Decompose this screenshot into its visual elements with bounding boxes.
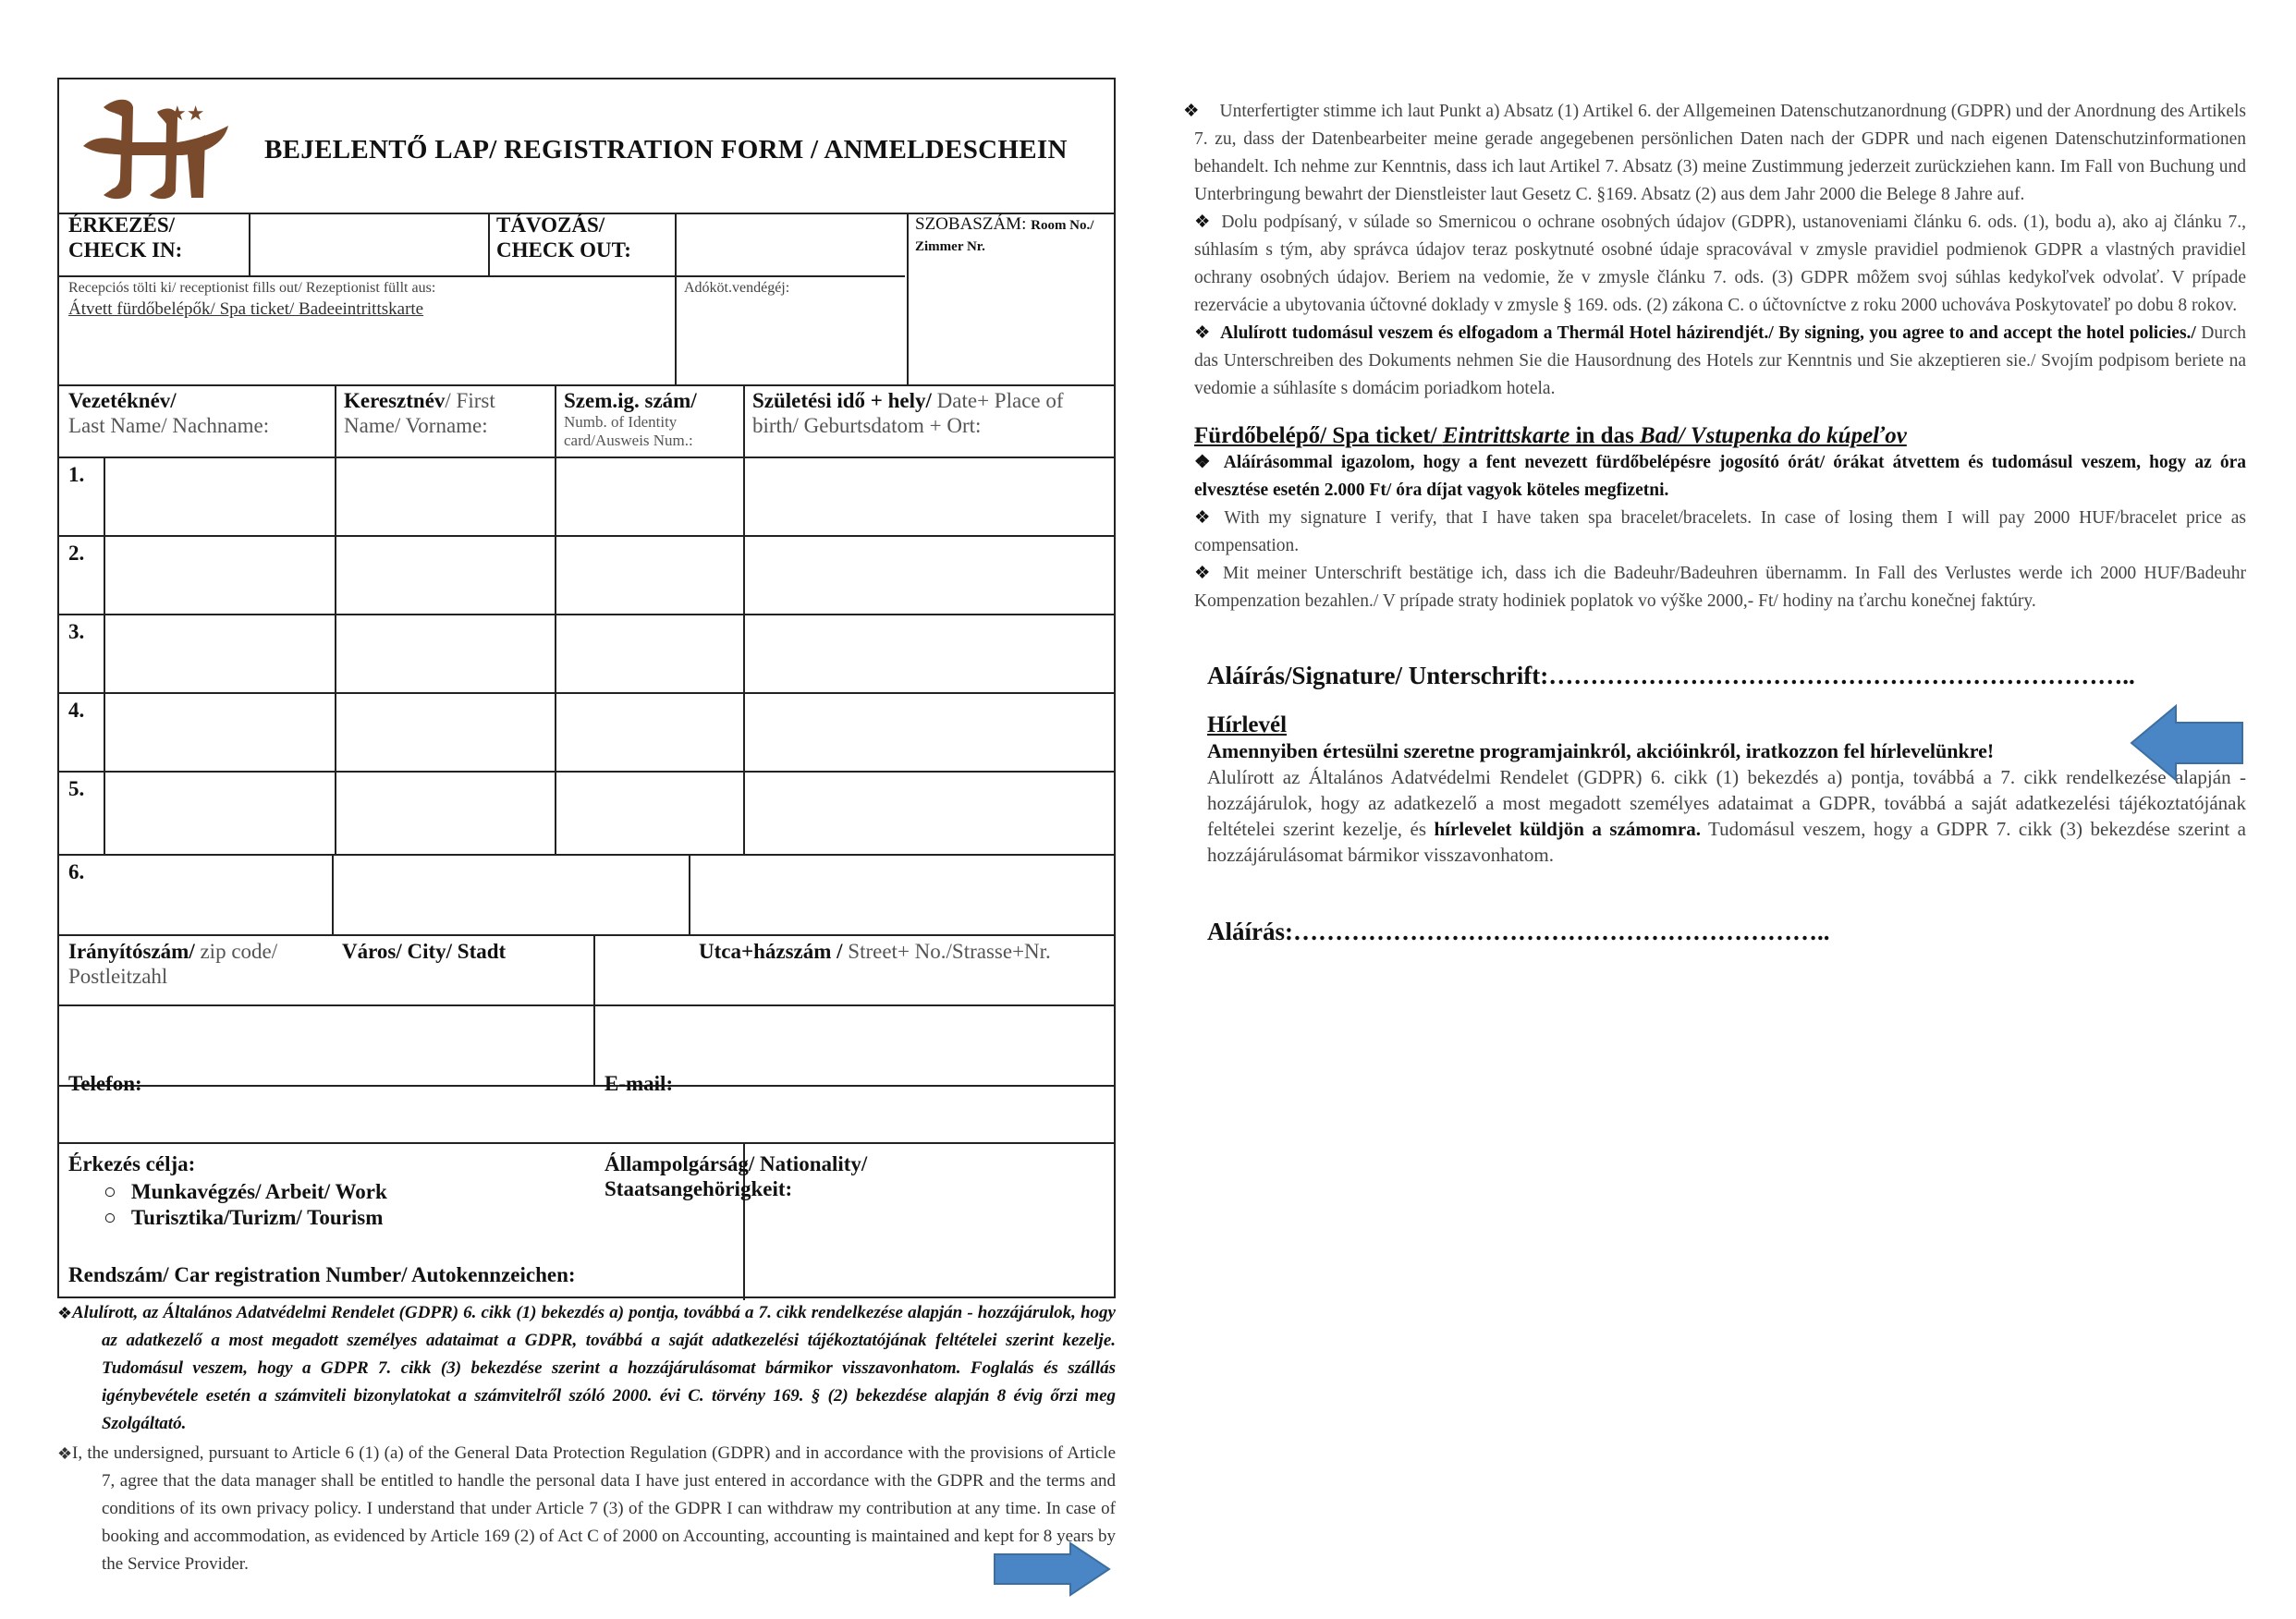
diamond-bullet-icon: ❖ [1194, 323, 1212, 343]
email-label: E-mail: [605, 1072, 674, 1095]
diamond-bullet-icon: ❖ [57, 1304, 73, 1322]
radio-circle-icon: ○ [104, 1206, 116, 1229]
city-header: Város/ City/ Stadt [342, 940, 507, 963]
checkout-field[interactable] [677, 214, 906, 274]
diamond-bullet-icon: ❖ [1194, 508, 1215, 528]
arrow-left-icon [2130, 704, 2244, 782]
gdpr-note-sk: ❖ Dolu podpísaný, v súlade so Smernicou o ochrane osobných údajov (GDPR), ustanoveniami článku 6. ods. (1), bodu a), ako aj článku 7., súhlasím s tým, aby správca údajov teraz poskytnuté osobné údaje spracovával v zmysle pravidiel podmienok GDPR a vlastných pravidiel ochrany osobných údajov. Beriem na vedomie, že v zmysle článku 7. ods. (3) GDPR môžem svoj súhlas kedykoľvek odvolať. V prípade rezervácie a ubytovania účtovné doklady v zmysle § 169. ods. (2) zákona C. o účtovníctve z roku 2000 uchováva Poskytovateľ po dobu 8 rokov. [1194, 213, 2246, 315]
radio-circle-icon: ○ [104, 1180, 116, 1203]
diamond-bullet-icon: ❖ [1194, 453, 1215, 472]
signature-line[interactable]: Aláírás/Signature/ Unterschrift:…………………………………………………………….. [1207, 662, 2135, 689]
row-number: 2. [68, 542, 85, 565]
spa-note-en: ❖ With my signature I verify, that I have taken spa bracelet/bracelets. In case of losing them I will pay 2000 HUF/bracelet price as compensation. [1194, 508, 2246, 555]
firstname-header: Keresztnév/ First Name/ Vorname: [344, 389, 495, 437]
spa-note-hu: ❖ Aláírásommal igazolom, hogy a fent nevezett fürdőbelépésre jogosító órát/ órákat átvettem és tudomásul veszem, hogy az óra elvesztése esetén 2.000 Ft/ óra díjat vagyok köteles megfizetni. [1194, 453, 2247, 500]
gdpr-note-de: ❖ Unterfertigter stimme ich laut Punkt a) Absatz (1) Artikel 6. der Allgemeinen Datenschutzanordnung (GDPR) und der Anordnung des Artikels 7. zu, dass der Datenbearbeiter meine gerade angegebenen persönlichen Daten nach der GDPR und nach eigenen Datenschutzinformationen behandelt. Ich nehme zur Kenntnis, dass ich laut Artikel 7. Absatz (3) meine Zustimmung jederzeit zurückziehen kann. Im Fall von Buchung und Unterbringung bewahrt der Dienstleister laut Gesetz C. §169. Absatz (2) aus dem Jahr 2000 die Belege 8 Jahre auf. [1183, 102, 2246, 204]
form-title: BEJELENTŐ LAP/ REGISTRATION FORM / ANMELDESCHEIN [264, 135, 1068, 164]
newsletter-signature-line[interactable]: Aláírás:……………………………………………………….. [1207, 918, 1830, 945]
zip-code-header: Irányítószám/ zip code/ Postleitzahl [68, 940, 278, 988]
newsletter-headline: Amennyiben értesülni szeretne programjainkról, akcióinkról, iratkozzon fel hírlevelünkre! [1207, 739, 1995, 762]
gdpr-note-hu: ❖ Alulírott, az Általános Adatvédelmi Rendelet (GDPR) 6. cikk (1) bekezdés a) pontja, továbbá a 7. cikk rendelkezése alapján - hozzájárulok, hogy az adatkezelő a most megadott személyes adataimat a GDPR, továbbá a saját adatkezelési tájékoztatójának feltételei szerint kezelje. Tudomásul veszem, hogy a GDPR 7. cikk (3) bekezdése szerint a hozzájárulásomat bármikor visszavonhatom. Foglalás és szállás igénybevétele esetén a számviteli bizonylatokat a számvitelről szóló 2000. évi C. törvény 169. § (2) bekezdése alapján 8 évig őrzi meg Szolgáltató. [57, 1299, 1116, 1438]
diamond-bullet-icon: ❖ [1183, 102, 1200, 121]
row-number: 1. [68, 463, 85, 486]
newsletter-title: Hírlevél [1207, 712, 1288, 737]
birth-header: Születési idő + hely/ Date+ Place of birth/ Geburtsdatom + Ort: [752, 389, 1064, 437]
nationality-label: Állampolgárság/ Nationality/ Staatsangehörigkeit: [605, 1152, 868, 1200]
consent-page [1183, 98, 2247, 946]
row-number: 4. [68, 699, 85, 722]
diamond-bullet-icon: ❖ [57, 1444, 73, 1463]
diamond-bullet-icon: ❖ [1194, 564, 1214, 583]
checkin-label: ÉRKEZÉS/ CHECK IN: [68, 213, 183, 262]
tax-label: Adóköt.vendégéj: [684, 280, 790, 296]
room-number-label: SZOBASZÁM: Room No./ Zimmer Nr. [915, 214, 1094, 254]
diamond-bullet-icon: ❖ [1194, 213, 1213, 232]
arrow-right-icon [993, 1541, 1113, 1597]
row-number: 3. [68, 620, 85, 643]
checkin-field[interactable] [250, 214, 486, 274]
checkout-label: TÁVOZÁS/ CHECK OUT: [496, 213, 631, 262]
street-header: Utca+házszám / Street+ No./Strasse+Nr. [699, 940, 1051, 963]
spa-note-de: ❖ Mit meiner Unterschrift bestätige ich, dass ich die Badeuhr/Badeuhren übernamm. In Fall des Verlustes werde ich 2000 HUF/Badeuhr Kompenzation bezahlen./ V prípade straty hodiniek poplatok vo výške 2000,- Ft/ hodiny na ťarchu konečnej faktúry. [1194, 564, 2246, 611]
registration-form-page [57, 78, 1116, 1574]
lastname-header: Vezetéknév/ Last Name/ Nachname: [68, 389, 270, 437]
registration-form [57, 78, 1116, 1298]
id-number-header: Szem.ig. szám/ Numb. of Identity card/Ausweis Num.: [564, 389, 697, 449]
gdpr-note-en: ❖ I, the undersigned, pursuant to Article 6 (1) (a) of the General Data Protection Regulation (GDPR) and in accordance with the provisions of Article 7, agree that the data manager shall be entitled to handle the personal data I have just entered in accordance with the GDPR and the terms and conditions of its own privacy policy. I understand that under Article 7 (3) of the GDPR I can withdraw my contribution at any time. In case of booking and accommodation, as evidenced by Article 169 (2) of Act C of 2000 on Accounting, accounting is maintained and kept for 8 years by the Service Provider. [57, 1440, 1116, 1578]
spa-ticket-line: Átvett fürdőbelépők/ Spa ticket/ Badeeintrittskarte [68, 299, 424, 319]
reception-label: Recepciós tölti ki/ receptionist fills out/ Rezeptionist füllt aus: [68, 280, 436, 296]
purpose-label: Érkezés célja: [68, 1152, 196, 1175]
row-number: 6. [68, 860, 85, 883]
purpose-option-work[interactable]: ○ Munkavégzés/ Arbeit/ Work [104, 1180, 387, 1203]
logo-stars: ★★ [168, 102, 205, 125]
purpose-option-tourism[interactable]: ○ Turisztika/Turizm/ Tourism [104, 1206, 384, 1229]
spa-ticket-title: Fürdőbelépő/ Spa ticket/ Eintrittskarte in das Bad/ Vstupenka do kúpeľov [1194, 423, 1907, 448]
newsletter-consent: Alulírott az Általános Adatvédelmi Rendelet (GDPR) 6. cikk (1) bekezdés a) pontja, továbbá a 7. cikk rendelkezése alapján - hozzájárulok, hogy az adatkezelő a most megadott személyes adataimat a GDPR, továbbá a saját adatkezelési tájékoztatójának feltételei szerint kezelje, és hírlevelet küldjön a számomra. Tudomásul veszem, hogy a GDPR 7. cikk (3) bekezdése szerint a hozzájárulásomat bármikor visszavonhatom. [1207, 766, 2246, 866]
car-registration-label: Rendszám/ Car registration Number/ Autokennzeichen: [68, 1263, 576, 1286]
hotel-policy-note: ❖ Alulírott tudomásul veszem és elfogadom a Thermál Hotel házirendjét./ By signing, you agree to and accept the hotel policies./ Durch das Unterschreiben des Dokuments nehmen Sie die Hausordnung des Hotels zur Kenntnis und Sie akzeptieren sie./ Svojím podpisom beriete na vedomie a súhlasíte s domácim poriadkom hotela. [1194, 323, 2247, 398]
row-number: 5. [68, 777, 85, 800]
phone-label: Telefon: [68, 1072, 142, 1095]
hotel-logo [76, 89, 242, 204]
